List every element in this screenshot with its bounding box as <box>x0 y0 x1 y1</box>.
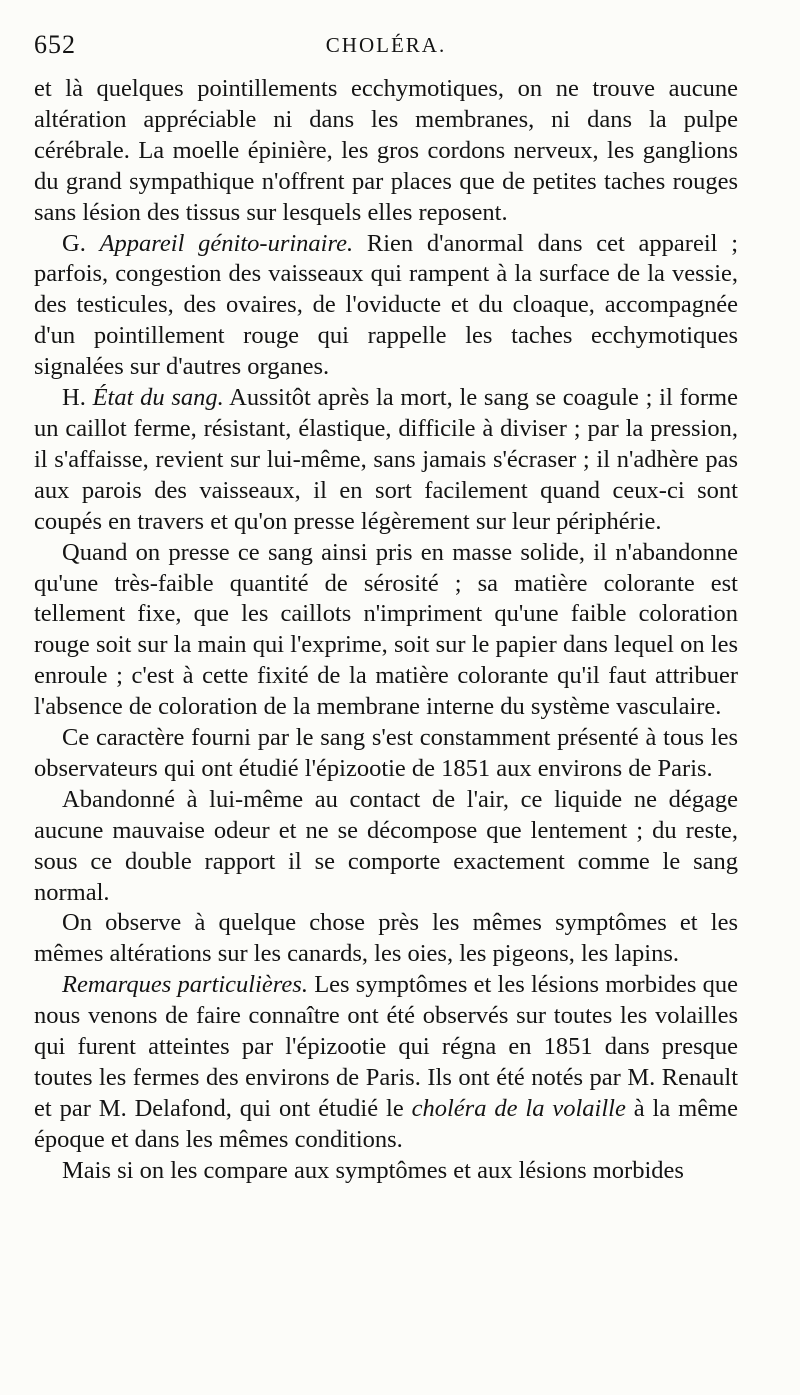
paragraph <box>34 723 738 785</box>
page-header <box>34 30 738 64</box>
remarks-paragraph <box>34 970 738 1155</box>
paragraph-text: Ce caractère fourni par le sang s'est constamment présenté à tous les observateurs qui ont étudié l'épizootie de 1851 aux environs de Paris. <box>34 724 738 782</box>
paragraph <box>34 785 738 909</box>
section-marker: G. <box>62 229 86 257</box>
section-h <box>34 383 738 538</box>
section-marker: H. <box>62 384 86 412</box>
paragraph-text: On observe à quelque chose près les mêmes symptômes et les mêmes altérations sur les canards, les oies, les pigeons, les lapins. <box>34 909 738 968</box>
paragraph <box>34 538 738 723</box>
paragraph-text: à la même époque et dans les mêmes conditions. <box>34 1094 738 1153</box>
paragraph-text: Les symptômes et les lésions morbides que nous venons de faire connaître ont été observés sur toutes les volailles qui furent atteintes par l'épizootie qui régna en 1851 dans presque toutes les fermes des environs de Paris. Ils ont été notés par M. Renault et par M. Delafond, qui ont étudié le <box>34 971 738 1122</box>
paragraph-text: Quand on presse ce sang ainsi pris en masse solide, il n'abandonne qu'une très-faible quantité de sérosité ; sa matière colorante est tellement fixe, que les caillots n'impriment qu'une faible coloration rouge soit sur la main qui l'exprime, soit sur le papier dans lequel on les enroule ; c'est à cette fixité de la matière colorante qu'il faut attribuer l'absence de coloration de la membrane interne du système vasculaire. <box>34 538 738 721</box>
running-title: CHOLÉRA. <box>325 33 447 57</box>
paragraph-text: et là quelques pointillements ecchymotiques, on ne trouve aucune altération appréciable ni dans les membranes, ni dans la pulpe cérébrale. La moelle épinière, les gros cordons nerveux, les ganglions du grand sympathique n'offrent par places que de petites taches rouges sans lésion des tissus sur lesquels elles reposent. <box>34 75 738 226</box>
paragraph-text: Rien d'anormal dans cet appareil ; parfois, congestion des vaisseaux qui rampent à la surface de la vessie, des testicules, des ovaires, de l'oviducte et du cloaque, accompagnée d'un pointillement rouge qui rappelle les taches ecchymotiques signalées sur d'autres organes. <box>34 229 739 381</box>
paragraph <box>34 1156 738 1187</box>
remarks-heading: Remarques particulières. <box>62 971 308 999</box>
section-heading: Appareil génito-urinaire. <box>99 229 354 257</box>
section-heading: État du sang. <box>92 384 224 412</box>
paragraph-text: Abandonné à lui-même au contact de l'air, ce liquide ne dégage aucune mauvaise odeur et ne se décompose que lentement ; du reste, sous ce double rapport il se comporte exactement comme le sang normal. <box>34 785 738 906</box>
paragraph <box>34 908 738 970</box>
emphasis-text: choléra de la volaille <box>411 1094 626 1122</box>
paragraph-text: Mais si on les compare aux symptômes et aux lésions morbides <box>62 1156 684 1184</box>
body-text <box>34 74 738 1187</box>
paragraph-text: Aussitôt après la mort, le sang se coagule ; il forme un caillot ferme, résistant, élastique, difficile à diviser ; par la pression, il s'affaisse, revient sur lui-même, sans jamais s'écraser ; il n'adhère pas aux parois des vaisseaux, il en sort facilement quand ceux-ci sont coupés en travers et qu'on presse légèrement sur leur périphérie. <box>34 384 738 535</box>
section-g <box>34 229 738 384</box>
paragraph <box>34 74 738 229</box>
page-number: 652 <box>34 30 76 59</box>
